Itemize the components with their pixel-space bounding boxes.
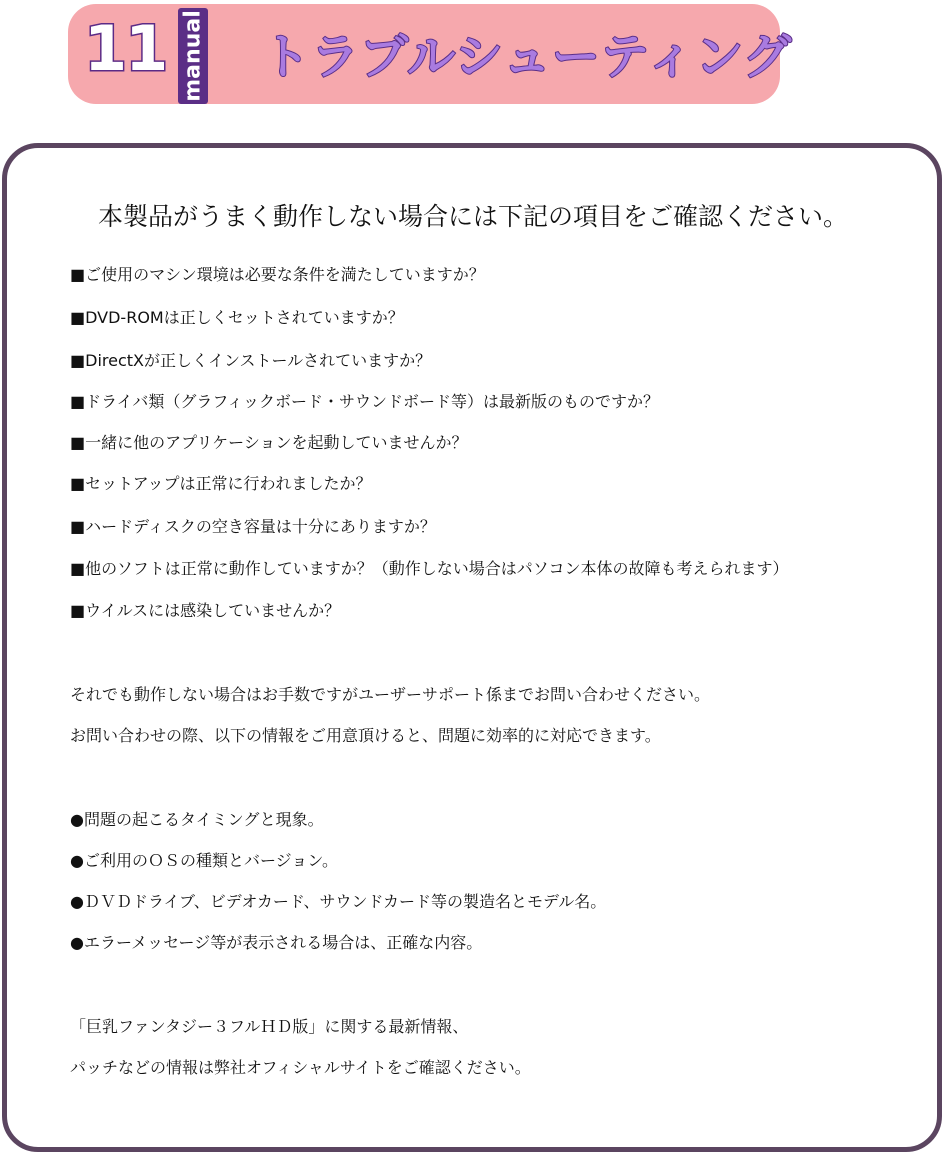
manual-label: manual	[180, 10, 206, 102]
intro-text: 本製品がうまく動作しない場合には下記の項目をご確認ください。	[98, 202, 849, 231]
info-item: ●エラーメッセージ等が表示される場合は、正確な内容。	[70, 933, 483, 952]
chapter-title: トラブルシューティング	[262, 29, 793, 85]
content-box	[2, 143, 942, 1152]
checklist-item: ■セットアップは正常に行われましたか？	[70, 474, 372, 493]
checklist-item: ■ご使用のマシン環境は必要な条件を満たしていますか？	[70, 265, 485, 284]
support-text: お問い合わせの際、以下の情報をご用意頂けると、問題に効率的に対応できます。	[70, 726, 661, 745]
checklist-item: ■ハードディスクの空き容量は十分にありますか？	[70, 517, 436, 536]
checklist-item: ■DVD-ROMは正しくセットされていますか？	[70, 308, 404, 327]
closing-text: パッチなどの情報は弊社オフィシャルサイトをご確認ください。	[70, 1058, 531, 1077]
checklist-item: ■ウイルスには感染していませんか？	[70, 601, 341, 620]
checklist-item: ■一緒に他のアプリケーションを起動していませんか？	[70, 433, 468, 452]
checklist-item: ■ドライバ類（グラフィックボード・サウンドボード等）は最新版のものですか？	[70, 392, 660, 411]
info-item: ●問題の起こるタイミングと現象。	[70, 810, 324, 829]
checklist-item: ■他のソフトは正常に動作していますか？（動作しない場合はパソコン本体の故障も考えられます）	[70, 559, 789, 578]
support-text: それでも動作しない場合はお手数ですがユーザーサポート係までお問い合わせください。	[70, 685, 711, 704]
info-item: ●ＤＶＤドライブ、ビデオカード、サウンドカード等の製造名とモデル名。	[70, 892, 607, 911]
checklist-item: ■DirectXが正しくインストールされていますか？	[70, 351, 432, 370]
info-item: ●ご利用のＯＳの種類とバージョン。	[70, 851, 339, 870]
chapter-number: 11	[84, 12, 167, 85]
closing-text: 「巨乳ファンタジー３フルＨＤ版」に関する最新情報、	[70, 1017, 469, 1036]
